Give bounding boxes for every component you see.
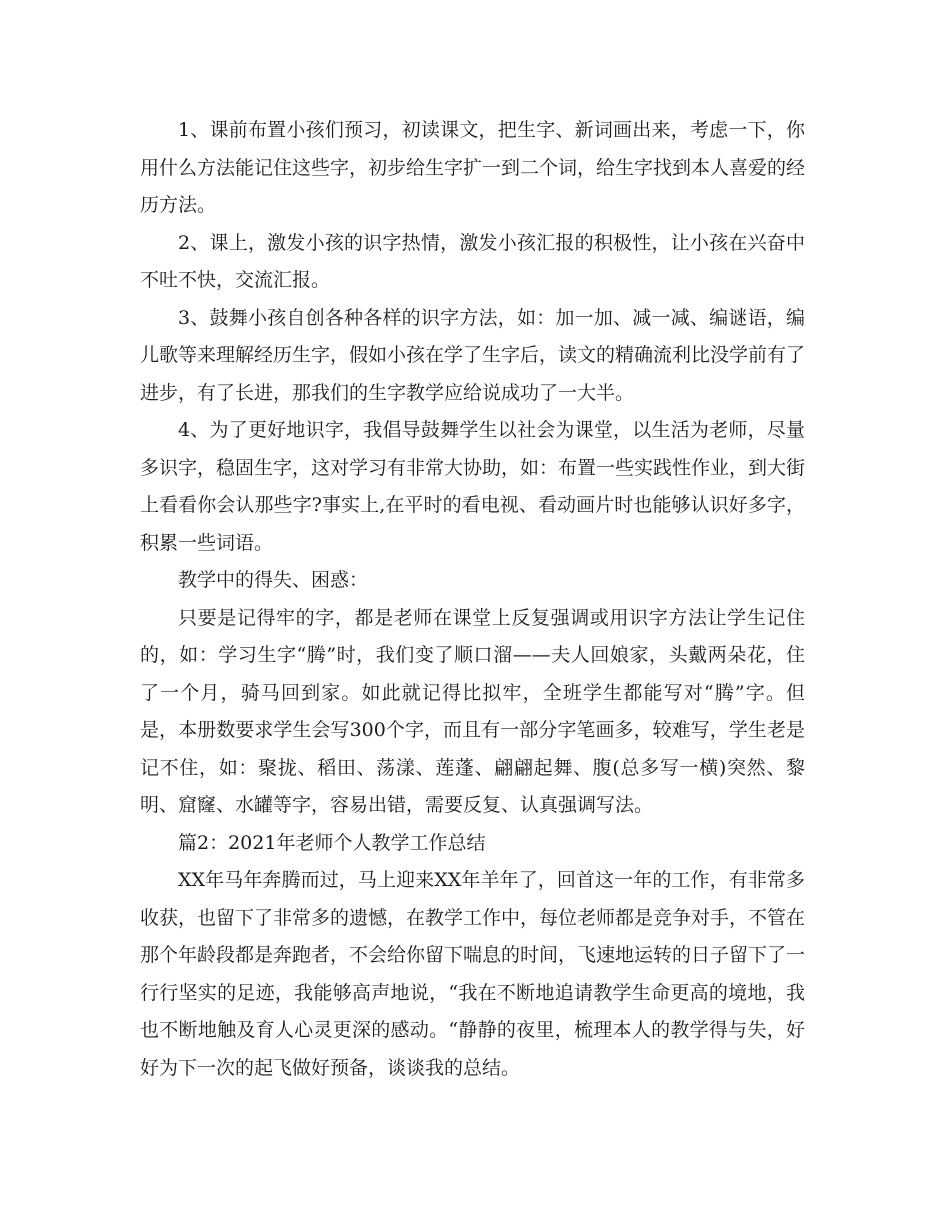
section-heading-gains-losses: 教学中的得失、困惑：: [178, 569, 369, 591]
paragraph-1: 1、课前布置小孩们预习，初读课文，把生字、新词画出来，考虑一下，你用什么方法能记住这些字，初步给生字扩一到二个词，给生字找到本人喜爱的经历方法。: [140, 119, 806, 216]
paragraph-6: 只要是记得牢的字，都是老师在课堂上反复强调或用识字方法让学生记住的，如：学习生字“腾”时，我们变了顺口溜——夫人回娘家，头戴两朵花，住了一个月，骑马回到家。如此就记得比拟牢，全班学生都能写对“腾”字。但是，本册数要求学生会写300个字，而且有一部分字笔画多，较难写，学生老是记不住，如：聚拢、稻田、荡漾、莲蓬、翩翩起舞、腹(总多写一横)突然、黎明、窟窿、水罐等字，容易出错，需要反复、认真强调写法。: [140, 606, 805, 816]
paragraph-3: 3、鼓舞小孩自创各种各样的识字方法，如：加一加、减一减、编谜语，编儿歌等来理解经历生字，假如小孩在学了生字后，读文的精确流利比没学前有了进步，有了长进，那我们的生字教学应给说成功了一大半。: [140, 306, 806, 404]
paragraph-8: XX年马年奔腾而过，马上迎来XX年羊年了，回首这一年的工作，有非常多收获，也留下了非常多的遗憾，在教学工作中，每位老师都是竞争对手，不管在那个年龄段都是奔跑者，不会给你留下喘息的时间，飞速地运转的日子留下了一行行坚实的足迹，我能够高声地说，“我在不断地追请教学生命更高的境地，我也不断地触及育人心灵更深的感动。“静静的夜里，梳理本人的教学得与失，好好为下一次的起飞做好预备，谈谈我的总结。: [140, 869, 806, 1079]
document-body: [140, 112, 805, 1087]
section-heading-part-2: 篇2：2021年老师个人教学工作总结: [178, 831, 486, 854]
paragraph-2: 2、课上，激发小孩的识字热情，激发小孩汇报的积极性，让小孩在兴奋中不吐不快，交流汇报。: [140, 231, 805, 291]
paragraph-4: 4、为了更好地识字，我倡导鼓舞学生以社会为课堂，以生活为老师，尽量多识字，稳固生字，这对学习有非常大协助，如：布置一些实践性作业，到大街上看看你会认那些字?事实上,在平时的看电视、看动画片时也能够认识好多字，积累一些词语。: [140, 419, 806, 554]
